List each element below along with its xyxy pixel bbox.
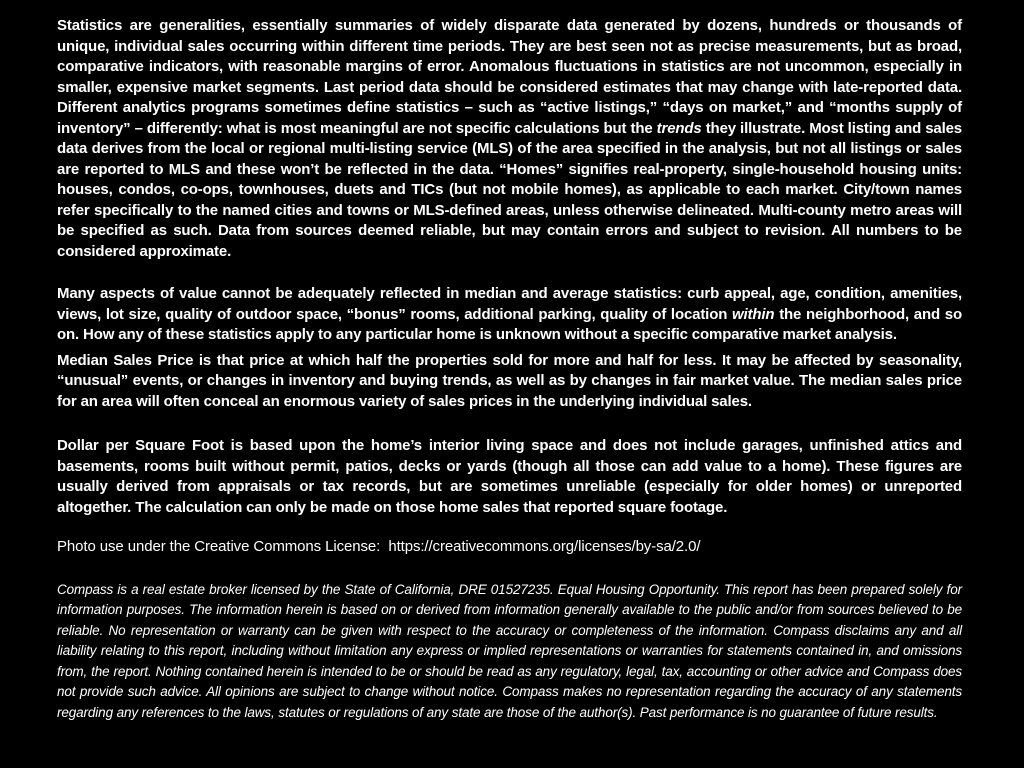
text-segment: they illustrate. Most listing and sales data derives from the local or regional multi-listing service (MLS) of the area specified in the analysis, but not all listings or sales are reported to MLS and these won’t be reflected in the data. “Homes” signifies real-property, single-household housing units: houses, condos, co-ops, townhouses, duets and TICs (but not mobile homes), as applicable to each market. City/town names refer specifically to the named cities and towns or MLS-defined areas, unless otherwise delineated. Multi-county metro areas will be specified as such. Data from sources deemed reliable, but may contain errors and subject to revision. All numbers to be considered approximate. — [57, 119, 963, 260]
compass-legal-paragraph — [57, 580, 962, 724]
emphasized-term: within — [732, 305, 775, 323]
dollar-per-square-foot-paragraph — [57, 436, 962, 518]
emphasized-term: trends — [656, 119, 702, 137]
text-segment: Many aspects of value cannot be adequately reflected in median and average statistics: curb appeal, age, condition, amenities, views, lot size, quality of outdoor space, “bonus” rooms, additional parking, quality of location — [57, 285, 962, 323]
creative-commons-url[interactable]: https://creativecommons.org/licenses/by-sa/2.0/ — [388, 538, 701, 555]
text-segment: Dollar per Square Foot is based upon the home’s interior living space and does not include garages, unfinished attics and basements, rooms built without permit, patios, decks or yards (though all those can add value to a home). These figures are usually derived from appraisals or tax records, but are sometimes unreliable (especially for older homes) or unreported altogether. The calculation can only be made on those home sales that reported square footage. — [57, 437, 962, 516]
statistics-overview-paragraph — [57, 16, 962, 262]
text-segment: Median Sales Price is that price at which half the properties sold for more and half for less. It may be affected by seasonality, “unusual” events, or changes in inventory and buying trends, as well as by changes in fair market value. The median sales price for an area will often conceal an enormous variety of sales prices in the underlying individual sales. — [57, 351, 962, 410]
median-sales-price-paragraph — [57, 351, 962, 413]
photo-license-line — [57, 537, 962, 558]
text-segment: Photo use under the Creative Commons License: — [57, 538, 389, 555]
value-aspects-paragraph — [57, 284, 962, 346]
text-segment: Statistics are generalities, essentially summaries of widely disparate data generated by dozens, hundreds or thousands of unique, individual sales occurring within different time periods. They are best seen not as precise measurements, but as broad, comparative indicators, with reasonable margins of error. Anomalous fluctuations in statistics are not uncommon, especially in smaller, expensive market segments. Last period data should be considered estimates that may change with late-reported data. Different analytics programs sometimes define statistics – such as “active listings,” “days on market,” and “months supply of inventory” – differently: what is most meaningful are not specific calculations but the — [57, 17, 962, 137]
text-segment: the neighborhood, and so on. How any of these statistics apply to any particular home is unknown without a specific comparative market analysis. — [57, 305, 962, 343]
text-segment: Compass is a real estate broker licensed by the State of California, DRE 01527235. Equal Housing Opportunity. This report has been prepared solely for information purposes. The information herein is based on or derived from information generally available to the public and/or from sources believed to be reliable. No representation or warranty can be given with respect to the accuracy or completeness of the information. Compass disclaims any and all liability relating to this report, including without limitation any express or implied representations or warranties for statements contained in, and omissions from, the report. Nothing contained herein is intended to be or should be read as any regulatory, legal, tax, accounting or other advice and Compass does not provide such advice. All opinions are subject to change without notice. Compass makes no representation regarding the accuracy of any statements regarding any references to the laws, statutes or regulations of any state are those of the author(s). Past performance is no guarantee of future results. — [57, 581, 962, 721]
